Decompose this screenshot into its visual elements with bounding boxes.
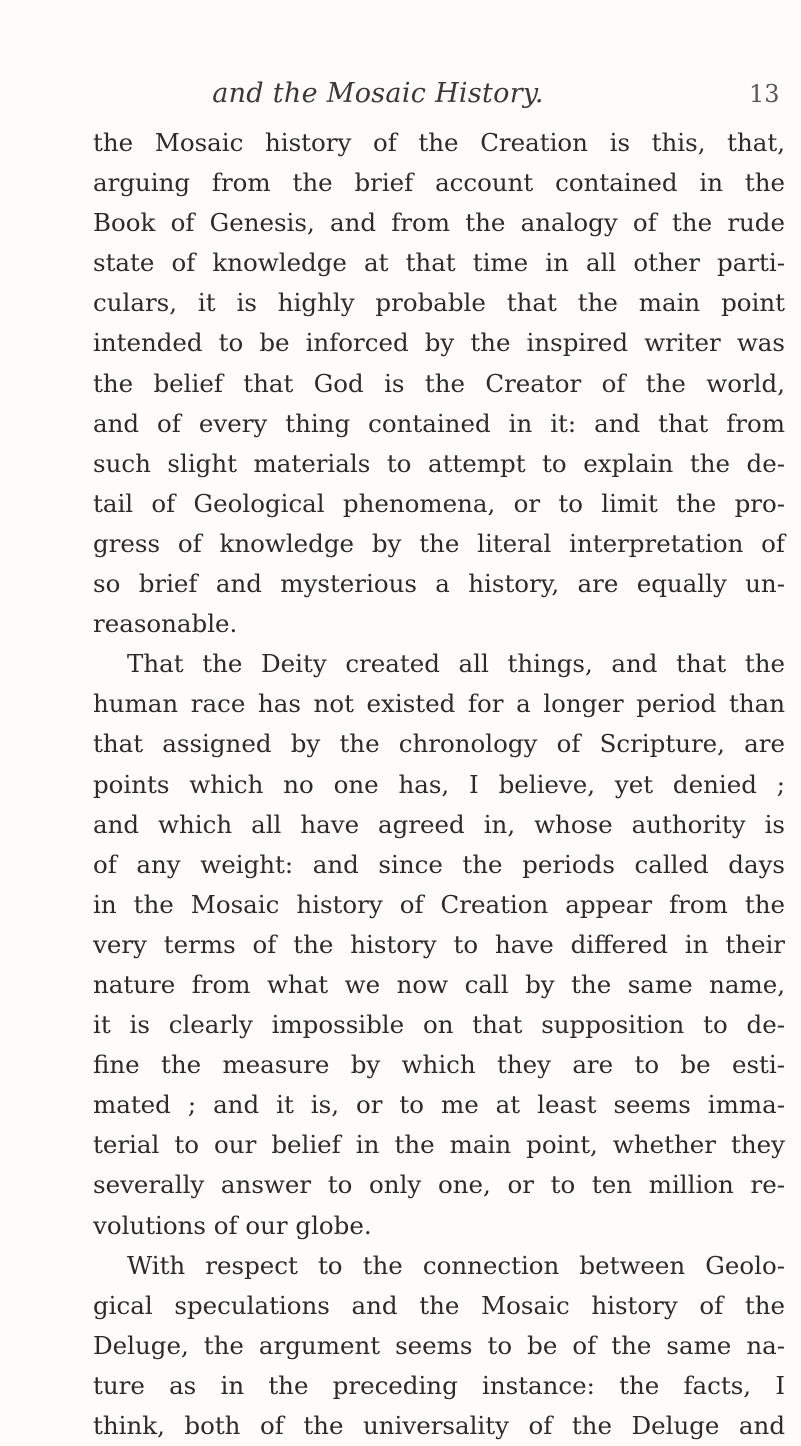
text-line: that assigned by the chronology of Scripture, are xyxy=(93,729,785,759)
text-line: think, both of the universality of the Deluge and xyxy=(93,1411,785,1440)
body-text xyxy=(93,123,785,1446)
text-line: the Mosaic history of the Creation is this, that, xyxy=(93,128,785,157)
text-line: tail of Geological phenomena, or to limit the pro- xyxy=(93,488,785,518)
text-line: nature from what we now call by the same name, xyxy=(93,969,785,999)
paragraph-start: With respect to the connection between Geolo- xyxy=(127,1250,785,1280)
text-line: in the Mosaic history of Creation appear from the xyxy=(93,889,785,919)
paragraph-start: That the Deity created all things, and that the xyxy=(127,649,785,679)
text-line: mated ; and it is, or to me at least seems imma- xyxy=(93,1090,785,1120)
text-line: state of knowledge at that time in all other parti- xyxy=(93,248,785,278)
text-line: gical speculations and the Mosaic history of the xyxy=(93,1290,785,1320)
text-line: fine the measure by which they are to be esti- xyxy=(93,1050,785,1080)
text-line: so brief and mysterious a history, are equally un- xyxy=(93,569,785,599)
text-line: Book of Genesis, and from the analogy of the rude xyxy=(93,208,785,238)
running-head: and the Mosaic History. xyxy=(212,78,544,109)
text-line: culars, it is highly probable that the main point xyxy=(93,288,785,318)
text-line: it is clearly impossible on that supposition to de- xyxy=(93,1010,785,1040)
text-line: points which no one has, I believe, yet denied ; xyxy=(93,769,785,799)
text-line: volutions of our globe. xyxy=(93,1210,372,1240)
text-line: and which all have agreed in, whose authority is xyxy=(93,809,785,839)
text-line: arguing from the brief account contained in the xyxy=(93,168,785,198)
text-line: Deluge, the argument seems to be of the same na- xyxy=(93,1330,785,1360)
text-line: terial to our belief in the main point, whether they xyxy=(93,1130,785,1160)
text-line: such slight materials to attempt to explain the de- xyxy=(93,448,785,478)
text-line: reasonable. xyxy=(93,609,238,639)
text-line: of any weight: and since the periods called days xyxy=(93,849,785,879)
text-line: the belief that God is the Creator of the world, xyxy=(93,368,785,398)
page-number: 13 xyxy=(749,80,780,108)
text-line: intended to be inforced by the inspired writer was xyxy=(93,328,785,358)
text-line: very terms of the history to have differed in their xyxy=(93,929,785,959)
text-line: gress of knowledge by the literal interpretation of xyxy=(93,528,785,558)
text-line: ture as in the preceding instance: the facts, I xyxy=(93,1370,785,1400)
text-line: severally answer to only one, or to ten million re- xyxy=(93,1170,785,1200)
text-line: and of every thing contained in it: and that from xyxy=(93,408,785,438)
text-line: human race has not existed for a longer period than xyxy=(93,689,785,719)
